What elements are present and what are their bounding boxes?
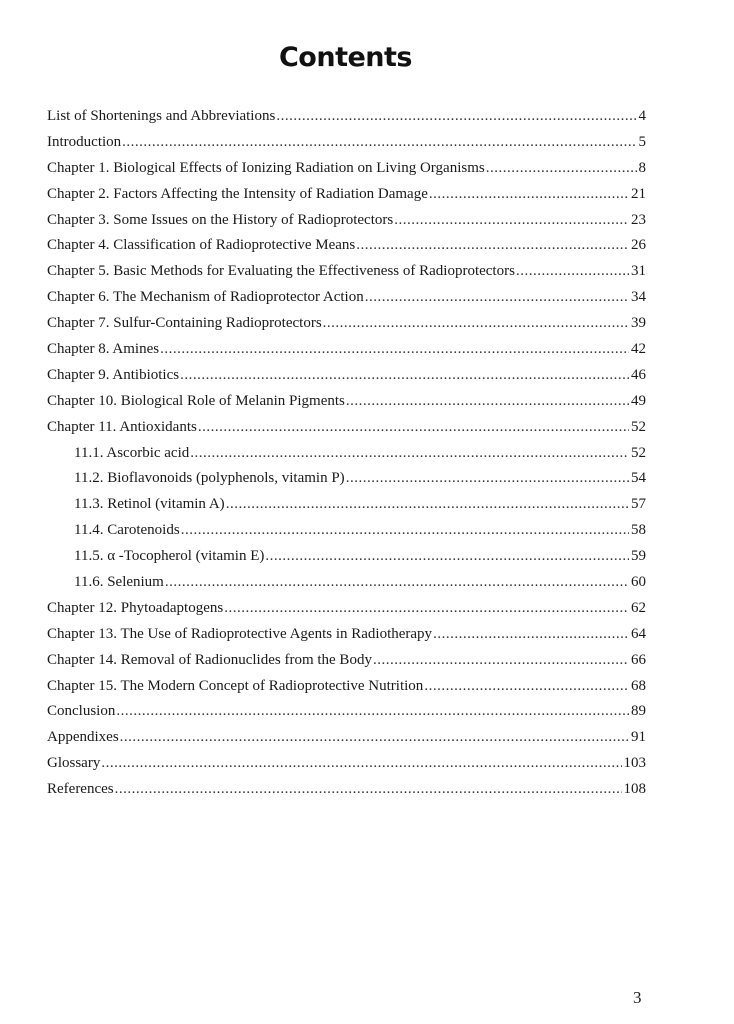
toc-entry <box>47 130 646 156</box>
toc-entry-page: 54 <box>631 470 646 487</box>
toc-entry-page: 46 <box>631 366 646 383</box>
toc-entry-page: 60 <box>631 574 646 591</box>
toc-entry <box>47 699 646 725</box>
dot-leader <box>276 104 636 130</box>
toc-entry-title: Appendixes <box>47 729 119 746</box>
dot-leader <box>346 389 629 415</box>
toc-entry <box>47 389 646 415</box>
toc-entry-title: Chapter 6. The Mechanism of Radioprotector Action <box>47 289 364 306</box>
toc-entry <box>47 337 646 363</box>
dot-leader <box>516 259 629 285</box>
toc-entry-page: 8 <box>638 159 646 176</box>
toc-entry-title: Chapter 8. Amines <box>47 341 160 358</box>
dot-leader <box>486 156 637 182</box>
dot-leader <box>365 285 629 311</box>
dot-leader <box>190 441 629 467</box>
toc-entry-page: 26 <box>631 237 646 254</box>
toc-entry-page: 68 <box>631 677 646 694</box>
toc-entry-page: 58 <box>631 522 646 539</box>
toc-subentry <box>47 518 646 544</box>
toc-entry-title: Introduction <box>47 133 122 150</box>
dot-leader <box>429 182 629 208</box>
toc-entry-title: Chapter 2. Factors Affecting the Intensity of Radiation Damage <box>47 185 428 202</box>
toc-entry-page: 39 <box>631 315 646 332</box>
toc-entry <box>47 208 646 234</box>
toc-entry <box>47 725 646 751</box>
toc-entry <box>47 751 646 777</box>
toc-entry-title: 11.3. Retinol (vitamin A) <box>74 496 225 513</box>
toc-entry-page: 59 <box>631 548 646 565</box>
toc-entry-page: 52 <box>631 444 646 461</box>
toc-entry-title: Chapter 1. Biological Effects of Ionizing Radiation on Living Organisms <box>47 159 485 176</box>
toc-subentry <box>47 544 646 570</box>
toc-entry-title: Chapter 7. Sulfur-Containing Radioprotectors <box>47 315 322 332</box>
toc-entry <box>47 648 646 674</box>
toc-subentry <box>47 466 646 492</box>
dot-leader <box>323 311 629 337</box>
toc-entry <box>47 311 646 337</box>
dot-leader <box>165 570 629 596</box>
dot-leader <box>373 648 629 674</box>
dot-leader <box>160 337 629 363</box>
dot-leader <box>101 751 621 777</box>
toc-subentry <box>47 492 646 518</box>
toc-entry-page: 23 <box>631 211 646 228</box>
toc-entry-title: Conclusion <box>47 703 116 720</box>
toc-entry-page: 57 <box>631 496 646 513</box>
toc-entry-page: 4 <box>638 108 646 124</box>
toc-entry <box>47 156 646 182</box>
toc-entry-page: 108 <box>623 781 646 798</box>
toc-entry <box>47 182 646 208</box>
toc-entry-title: Chapter 5. Basic Methods for Evaluating the Effectiveness of Radioprotectors <box>47 263 515 280</box>
toc-entry <box>47 415 646 441</box>
toc-entry-title: Chapter 3. Some Issues on the History of Radioprotectors <box>47 211 394 228</box>
page-title: Contents <box>278 42 412 74</box>
toc-entry-page: 64 <box>631 625 646 642</box>
dot-leader <box>394 208 629 234</box>
toc-entry-title: Glossary <box>47 755 101 772</box>
dot-leader <box>122 130 636 156</box>
toc-entry-page: 31 <box>631 263 646 280</box>
toc-entry-title: Chapter 4. Classification of Radioprotective Means <box>47 237 356 254</box>
toc-entry <box>47 363 646 389</box>
dot-leader <box>265 544 629 570</box>
dot-leader <box>356 233 629 259</box>
toc-entry-page: 21 <box>631 185 646 202</box>
dot-leader <box>226 492 629 518</box>
toc-entry-page: 42 <box>631 341 646 358</box>
toc-entry-page: 5 <box>638 133 646 150</box>
toc-entry-page: 91 <box>631 729 646 746</box>
toc-entry-title: References <box>47 781 114 798</box>
toc-entry <box>47 233 646 259</box>
table-of-contents <box>47 104 646 803</box>
dot-leader <box>116 699 629 725</box>
toc-entry-page: 89 <box>631 703 646 720</box>
toc-entry-title: 11.1. Ascorbic acid <box>74 444 190 461</box>
toc-entry-title: 11.6. Selenium <box>74 574 164 591</box>
dot-leader <box>224 596 629 622</box>
toc-entry <box>47 622 646 648</box>
toc-entry <box>47 285 646 311</box>
toc-entry <box>47 777 646 803</box>
toc-subentry <box>47 570 646 596</box>
dot-leader <box>115 777 622 803</box>
toc-entry <box>47 674 646 700</box>
dot-leader <box>346 466 629 492</box>
toc-entry-title: 11.4. Carotenoids <box>74 522 180 539</box>
toc-entry <box>47 596 646 622</box>
toc-entry <box>47 259 646 285</box>
toc-entry <box>47 104 646 130</box>
page-number: 3 <box>633 988 642 1007</box>
toc-entry-title: Chapter 13. The Use of Radioprotective Agents in Radiotherapy <box>47 625 433 642</box>
toc-entry-title: Chapter 9. Antibiotics <box>47 366 180 383</box>
toc-entry-title: Chapter 15. The Modern Concept of Radioprotective Nutrition <box>47 677 424 694</box>
toc-entry-title: Chapter 10. Biological Role of Melanin Pigments <box>47 392 345 409</box>
toc-entry-title: Chapter 14. Removal of Radionuclides from the Body <box>47 651 372 668</box>
toc-entry-title: List of Shortenings and Abbreviations <box>47 108 276 124</box>
toc-entry-page: 34 <box>631 289 646 306</box>
toc-entry-title: 11.5. α -Tocopherol (vitamin E) <box>74 548 265 565</box>
dot-leader <box>181 518 629 544</box>
toc-entry-page: 66 <box>631 651 646 668</box>
toc-entry-title: 11.2. Bioflavonoids (polyphenols, vitamin P) <box>74 470 345 487</box>
dot-leader <box>120 725 629 751</box>
dot-leader <box>433 622 629 648</box>
dot-leader <box>424 674 629 700</box>
toc-entry-title: Chapter 11. Antioxidants <box>47 418 197 435</box>
toc-entry-page: 103 <box>623 755 646 772</box>
toc-entry-page: 49 <box>631 392 646 409</box>
toc-entry-page: 62 <box>631 599 646 616</box>
toc-entry-page: 52 <box>631 418 646 435</box>
dot-leader <box>180 363 629 389</box>
toc-subentry <box>47 441 646 467</box>
dot-leader <box>198 415 629 441</box>
toc-entry-title: Chapter 12. Phytoadaptogens <box>47 599 224 616</box>
